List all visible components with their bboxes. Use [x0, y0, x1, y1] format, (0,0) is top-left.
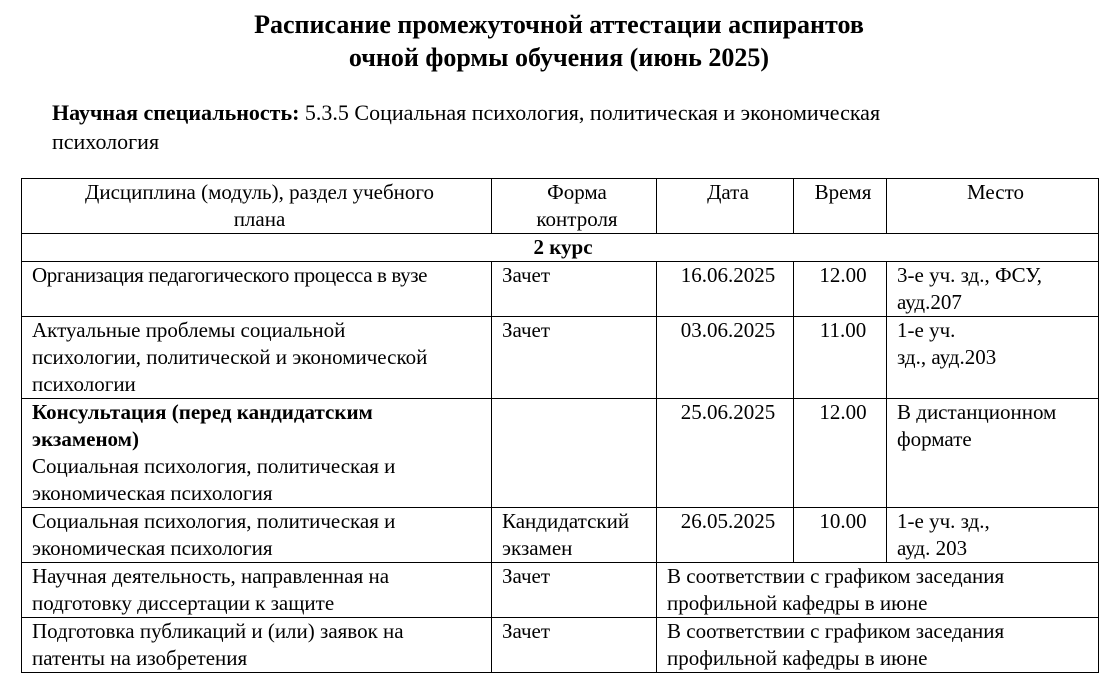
cell-discipline-text: Социальная психология, политическая и — [32, 454, 396, 478]
schedule-note-text-cont: профильной кафедры в июне — [667, 591, 928, 615]
cell-form — [492, 399, 657, 508]
schedule-note-text: В соответствии с графиком заседания — [667, 619, 1005, 643]
table-row — [22, 618, 1099, 673]
cell-discipline: Организация педагогического процесса в вузе — [22, 262, 492, 317]
table-row — [22, 262, 1099, 317]
cell-date: 03.06.2025 — [657, 317, 794, 399]
cell-discipline — [22, 563, 492, 618]
header-discipline — [22, 179, 492, 234]
cell-discipline — [22, 399, 492, 508]
specialty-value-cont: психология — [52, 129, 160, 154]
consultation-title: Консультация (перед кандидатским — [32, 400, 373, 424]
table-row — [22, 563, 1099, 618]
cell-date: 25.06.2025 — [657, 399, 794, 508]
cell-time: 12.00 — [794, 399, 887, 508]
cell-place — [887, 317, 1099, 399]
cell-form: Зачет — [492, 317, 657, 399]
header-form — [492, 179, 657, 234]
table-header-row — [22, 179, 1099, 234]
course-label: 2 курс — [22, 234, 1099, 262]
header-place: Место — [887, 179, 1099, 234]
cell-discipline-text: Социальная психология, политическая и — [32, 509, 396, 533]
cell-discipline-text-cont: экономическая психология — [32, 481, 273, 505]
course-row — [22, 234, 1099, 262]
header-form-text: Форма — [547, 180, 607, 204]
cell-time: 11.00 — [794, 317, 887, 399]
cell-date: 16.06.2025 — [657, 262, 794, 317]
header-discipline-text: Дисциплина (модуль), раздел учебного — [85, 180, 434, 204]
cell-discipline — [22, 618, 492, 673]
cell-discipline-text: Подготовка публикаций и (или) заявок на — [32, 619, 404, 643]
cell-place-text: 3-е уч. зд., ФСУ, — [897, 263, 1042, 287]
specialty-value: 5.3.5 Социальная психология, политическая и экономическая — [304, 100, 881, 125]
page-title-line2: очной формы обучения (июнь 2025) — [348, 43, 770, 72]
cell-discipline-text-cont2: психологии — [32, 372, 136, 396]
cell-place-text-cont: ауд. 203 — [897, 536, 968, 560]
cell-discipline — [22, 317, 492, 399]
header-time: Время — [794, 179, 887, 234]
cell-form: Зачет — [492, 618, 657, 673]
schedule-note-text-cont: профильной кафедры в июне — [667, 646, 928, 670]
specialty — [52, 98, 1072, 156]
cell-place-text: 1-е уч. зд., — [897, 509, 990, 533]
cell-form — [492, 508, 657, 563]
cell-discipline-text-cont: экономическая психология — [32, 536, 273, 560]
cell-discipline-text: Научная деятельность, направленная на — [32, 564, 390, 588]
cell-form-text: Кандидатский — [502, 509, 630, 533]
cell-discipline-text-cont: подготовку диссертации к защите — [32, 591, 335, 615]
cell-schedule-note — [657, 563, 1099, 618]
cell-form: Зачет — [492, 262, 657, 317]
schedule-table — [21, 178, 1099, 673]
header-discipline-text-cont: плана — [233, 207, 286, 231]
consultation-title-cont: экзаменом) — [32, 427, 139, 451]
page-title-line1: Расписание промежуточной аттестации аспирантов — [254, 10, 864, 39]
cell-form-text-cont: экзамен — [502, 536, 573, 560]
cell-discipline-text-cont: патенты на изобретения — [32, 646, 248, 670]
specialty-label: Научная специальность: — [52, 100, 300, 125]
cell-discipline-text: Актуальные проблемы социальной — [32, 318, 346, 342]
cell-place — [887, 399, 1099, 508]
cell-place — [887, 262, 1099, 317]
cell-place-text: 1-е уч. — [897, 318, 956, 342]
schedule-note-text: В соответствии с графиком заседания — [667, 564, 1005, 588]
table-row — [22, 399, 1099, 508]
cell-place-text-cont: зд., ауд.203 — [897, 345, 997, 369]
cell-place-text-cont: формате — [897, 427, 972, 451]
cell-place-text-cont: ауд.207 — [897, 290, 962, 314]
table-row — [22, 508, 1099, 563]
cell-discipline — [22, 508, 492, 563]
cell-form: Зачет — [492, 563, 657, 618]
cell-schedule-note — [657, 618, 1099, 673]
header-date: Дата — [657, 179, 794, 234]
cell-time: 10.00 — [794, 508, 887, 563]
cell-place-text: В дистанционном — [897, 400, 1057, 424]
table-row — [22, 317, 1099, 399]
cell-discipline-text-cont: психологии, политической и экономической — [32, 345, 428, 369]
cell-place — [887, 508, 1099, 563]
cell-time: 12.00 — [794, 262, 887, 317]
header-form-text-cont: контроля — [536, 207, 618, 231]
cell-date: 26.05.2025 — [657, 508, 794, 563]
